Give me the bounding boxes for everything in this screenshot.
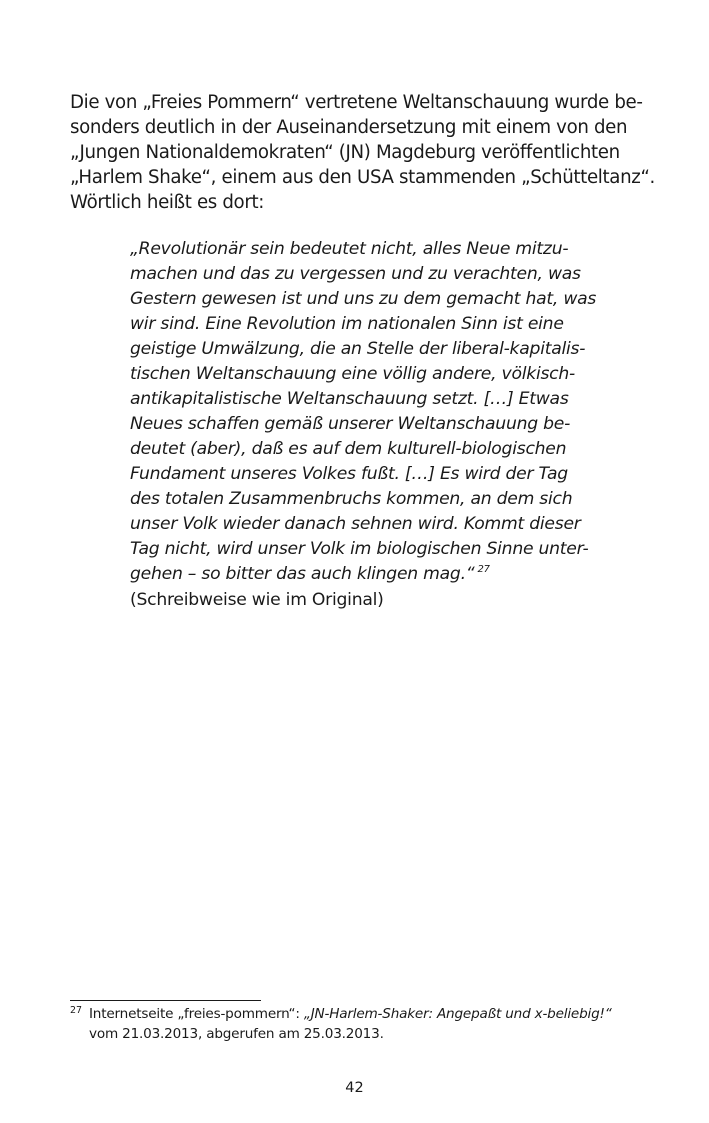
body-text-line: „Harlem Shake“, einem aus den USA stammenden „Schütteltanz“.	[70, 167, 655, 188]
footnote-title: „JN-Harlem-Shaker: Angepaßt und x-beliebig!“	[303, 1006, 612, 1022]
quote-line: geistige Umwälzung, die an Stelle der liberal-kapitalis-	[130, 339, 586, 359]
page-number: 42	[345, 1080, 364, 1096]
footnote-number: 27	[70, 1005, 83, 1016]
footnote-line: vom 21.03.2013, abgerufen am 25.03.2013.	[89, 1026, 384, 1042]
quote-line: unser Volk wieder danach sehnen wird. Kommt dieser	[130, 514, 581, 534]
footnote-reference[interactable]: 27	[477, 564, 490, 576]
quote-line-text: gehen – so bitter das auch klingen mag.“	[130, 564, 475, 584]
quote-line: Gestern gewesen ist und uns zu dem gemacht hat, was	[130, 289, 597, 309]
quote-line: tischen Weltanschauung eine völlig andere, völkisch-	[130, 364, 575, 384]
quote-line: „Revolutionär sein bedeutet nicht, alles Neue mitzu-	[130, 239, 569, 259]
quote-line: Neues schaffen gemäß unserer Weltanschauung be-	[130, 414, 571, 434]
quote-line: Fundament unseres Volkes fußt. […] Es wird der Tag	[130, 464, 568, 484]
footnote-divider	[70, 1000, 261, 1001]
quote-line: antikapitalistische Weltanschauung setzt. […] Etwas	[130, 389, 569, 409]
quote-line: Tag nicht, wird unser Volk im biologischen Sinne unter-	[130, 539, 589, 559]
quote-line: machen und das zu vergessen und zu verachten, was	[130, 264, 581, 284]
body-text-line: Die von „Freies Pommern“ vertretene Weltanschauung wurde be-	[70, 92, 643, 113]
body-text-line: sonders deutlich in der Auseinandersetzung mit einem von den	[70, 117, 628, 138]
footnote-source: Internetseite „freies-pommern“:	[89, 1006, 304, 1022]
body-text-line: Wörtlich heißt es dort:	[70, 192, 265, 213]
quote-spelling-note: (Schreibweise wie im Original)	[130, 590, 384, 610]
quote-last-line	[130, 562, 490, 587]
quote-line: des totalen Zusammenbruchs kommen, an dem sich	[130, 489, 573, 509]
footnote-line	[89, 1004, 612, 1024]
quote-line: wir sind. Eine Revolution im nationalen Sinn ist eine	[130, 314, 564, 334]
body-text-line: „Jungen Nationaldemokraten“ (JN) Magdeburg veröffentlichten	[70, 142, 620, 163]
quote-line: deutet (aber), daß es auf dem kulturell-biologischen	[130, 439, 567, 459]
